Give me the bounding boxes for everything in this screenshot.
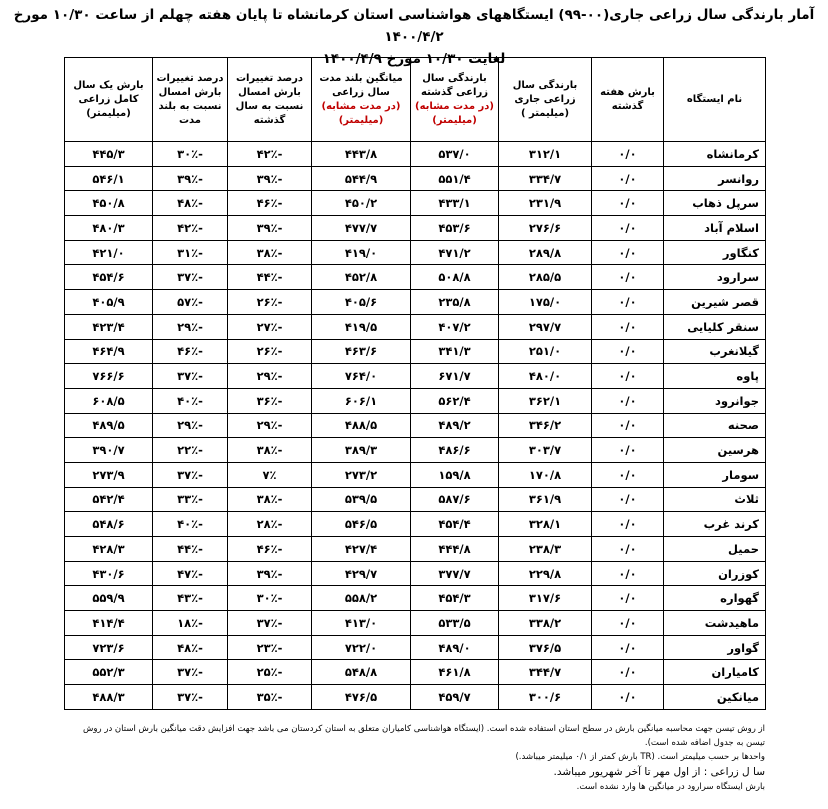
table-row bbox=[65, 462, 766, 487]
cell-longterm: ۴۵۰/۲ bbox=[312, 191, 411, 216]
table-row bbox=[65, 561, 766, 586]
cell-change-longterm: -۴۳٪ bbox=[153, 586, 228, 611]
cell-station: گواور bbox=[664, 635, 766, 660]
header-station: نام ایستگاه bbox=[664, 58, 766, 142]
cell-station: سرپل ذهاب bbox=[664, 191, 766, 216]
table-row bbox=[65, 191, 766, 216]
cell-longterm: ۷۶۴/۰ bbox=[312, 364, 411, 389]
cell-change-last-year: -۳۹٪ bbox=[228, 166, 312, 191]
cell-one-year-total: ۶۰۸/۵ bbox=[65, 388, 153, 413]
cell-longterm: ۴۱۹/۰ bbox=[312, 240, 411, 265]
cell-last-year: ۵۸۷/۶ bbox=[411, 487, 499, 512]
cell-longterm: ۷۲۲/۰ bbox=[312, 635, 411, 660]
cell-longterm: ۲۷۳/۲ bbox=[312, 462, 411, 487]
table-row bbox=[65, 142, 766, 167]
cell-one-year-total: ۳۹۰/۷ bbox=[65, 438, 153, 463]
cell-one-year-total: ۴۰۵/۹ bbox=[65, 290, 153, 315]
cell-station: گیلانغرب bbox=[664, 339, 766, 364]
cell-change-longterm: -۱۸٪ bbox=[153, 611, 228, 636]
rainfall-table bbox=[64, 57, 766, 710]
cell-current-year: ۳۷۶/۵ bbox=[499, 635, 592, 660]
header-current-year: بارندگی سال زراعی جاری (میلیمتر ) bbox=[499, 58, 592, 142]
cell-longterm: ۶۰۶/۱ bbox=[312, 388, 411, 413]
cell-change-longterm: -۳۰٪ bbox=[153, 142, 228, 167]
cell-change-last-year: -۳۸٪ bbox=[228, 438, 312, 463]
cell-last-year: ۴۳۳/۱ bbox=[411, 191, 499, 216]
cell-last-year: ۴۵۳/۶ bbox=[411, 216, 499, 241]
cell-longterm: ۴۶۳/۶ bbox=[312, 339, 411, 364]
cell-last-week: ۰/۰ bbox=[592, 240, 664, 265]
cell-last-year: ۵۳۳/۵ bbox=[411, 611, 499, 636]
cell-change-last-year: -۳۹٪ bbox=[228, 216, 312, 241]
table-row bbox=[65, 339, 766, 364]
cell-longterm: ۴۲۹/۷ bbox=[312, 561, 411, 586]
cell-last-week: ۰/۰ bbox=[592, 586, 664, 611]
cell-current-year: ۱۷۰/۸ bbox=[499, 462, 592, 487]
cell-change-longterm: -۳۱٪ bbox=[153, 240, 228, 265]
table-row bbox=[65, 487, 766, 512]
cell-change-longterm: -۳۷٪ bbox=[153, 462, 228, 487]
cell-change-last-year: -۴۶٪ bbox=[228, 191, 312, 216]
cell-current-year: ۳۲۸/۱ bbox=[499, 512, 592, 537]
cell-current-year: ۲۷۶/۶ bbox=[499, 216, 592, 241]
table-row bbox=[65, 537, 766, 562]
cell-current-year: ۳۳۸/۲ bbox=[499, 611, 592, 636]
cell-last-year: ۴۶۱/۸ bbox=[411, 660, 499, 685]
cell-change-last-year: -۲۹٪ bbox=[228, 413, 312, 438]
cell-current-year: ۱۷۵/۰ bbox=[499, 290, 592, 315]
cell-last-year: ۴۷۱/۲ bbox=[411, 240, 499, 265]
cell-current-year: ۳۳۴/۷ bbox=[499, 166, 592, 191]
cell-station: سومار bbox=[664, 462, 766, 487]
cell-longterm: ۴۰۵/۶ bbox=[312, 290, 411, 315]
cell-longterm: ۵۵۸/۲ bbox=[312, 586, 411, 611]
cell-change-last-year: -۲۳٪ bbox=[228, 635, 312, 660]
table-row bbox=[65, 216, 766, 241]
header-last-year-main: بارندگی سال زراعی گذشته bbox=[421, 72, 488, 98]
cell-last-year: ۴۵۴/۳ bbox=[411, 586, 499, 611]
table-row bbox=[65, 166, 766, 191]
note-sararood: بارش ایستگاه سرارود در میانگین ها وارد نشده است. bbox=[576, 782, 765, 792]
cell-last-week: ۰/۰ bbox=[592, 142, 664, 167]
cell-one-year-total: ۴۳۰/۶ bbox=[65, 561, 153, 586]
cell-station: کامیاران bbox=[664, 660, 766, 685]
cell-change-longterm: -۴۴٪ bbox=[153, 537, 228, 562]
cell-longterm: ۴۱۹/۵ bbox=[312, 314, 411, 339]
cell-one-year-total: ۵۴۶/۱ bbox=[65, 166, 153, 191]
cell-longterm: ۴۱۳/۰ bbox=[312, 611, 411, 636]
cell-longterm: ۴۸۸/۵ bbox=[312, 413, 411, 438]
cell-current-year: ۳۶۱/۹ bbox=[499, 487, 592, 512]
cell-one-year-total: ۴۸۸/۳ bbox=[65, 685, 153, 710]
cell-change-longterm: -۴۰٪ bbox=[153, 512, 228, 537]
cell-longterm: ۴۵۲/۸ bbox=[312, 265, 411, 290]
cell-last-year: ۵۰۸/۸ bbox=[411, 265, 499, 290]
title-line-1: آمار بارندگی سال زراعی جاری(۰۰-۹۹) ایستگاههای هواشناسی استان کرمانشاه تا پایان هفته چهلم از ساعت ۱۰/۳۰ مورخ ۱۴۰۰/۴/۲ bbox=[13, 7, 815, 45]
cell-last-week: ۰/۰ bbox=[592, 290, 664, 315]
header-last-year-period: (در مدت مشابه) bbox=[415, 100, 494, 112]
table-row bbox=[65, 240, 766, 265]
header-last-year-unit: (میلیمتر) bbox=[432, 114, 477, 126]
cell-station: ماهیدشت bbox=[664, 611, 766, 636]
cell-last-week: ۰/۰ bbox=[592, 462, 664, 487]
cell-longterm: ۴۷۷/۷ bbox=[312, 216, 411, 241]
cell-current-year: ۳۱۲/۱ bbox=[499, 142, 592, 167]
cell-last-week: ۰/۰ bbox=[592, 413, 664, 438]
title-line-2: لغایت ۱۰/۳۰ مورخ ۱۴۰۰/۴/۹ bbox=[322, 51, 506, 67]
cell-change-longterm: -۲۹٪ bbox=[153, 314, 228, 339]
cell-change-last-year: -۳۵٪ bbox=[228, 685, 312, 710]
cell-one-year-total: ۴۴۵/۳ bbox=[65, 142, 153, 167]
cell-station: کوزران bbox=[664, 561, 766, 586]
cell-last-week: ۰/۰ bbox=[592, 166, 664, 191]
cell-one-year-total: ۴۶۴/۹ bbox=[65, 339, 153, 364]
cell-last-week: ۰/۰ bbox=[592, 561, 664, 586]
header-longterm bbox=[312, 58, 411, 142]
cell-one-year-total: ۴۵۰/۸ bbox=[65, 191, 153, 216]
cell-one-year-total: ۴۱۴/۴ bbox=[65, 611, 153, 636]
cell-change-longterm: -۲۹٪ bbox=[153, 413, 228, 438]
cell-last-week: ۰/۰ bbox=[592, 339, 664, 364]
cell-station: هرسین bbox=[664, 438, 766, 463]
cell-last-week: ۰/۰ bbox=[592, 660, 664, 685]
cell-current-year: ۲۸۵/۵ bbox=[499, 265, 592, 290]
cell-last-year: ۵۳۷/۰ bbox=[411, 142, 499, 167]
cell-one-year-total: ۴۲۳/۴ bbox=[65, 314, 153, 339]
header-longterm-main: میانگین بلند مدت سال زراعی bbox=[319, 72, 403, 98]
header-last-week: بارش هفته گذشته bbox=[592, 58, 664, 142]
cell-last-week: ۰/۰ bbox=[592, 487, 664, 512]
cell-change-longterm: -۵۷٪ bbox=[153, 290, 228, 315]
cell-last-week: ۰/۰ bbox=[592, 364, 664, 389]
cell-change-longterm: -۳۷٪ bbox=[153, 685, 228, 710]
table-row bbox=[65, 265, 766, 290]
cell-last-week: ۰/۰ bbox=[592, 265, 664, 290]
cell-one-year-total: ۷۲۳/۶ bbox=[65, 635, 153, 660]
cell-change-last-year: ۷٪ bbox=[228, 462, 312, 487]
note-crop-year: سا ل زراعی : از اول مهر تا آخر شهریور میباشد. bbox=[553, 766, 765, 778]
header-longterm-period: (در مدت مشابه) bbox=[321, 100, 401, 112]
cell-last-week: ۰/۰ bbox=[592, 537, 664, 562]
cell-last-week: ۰/۰ bbox=[592, 314, 664, 339]
cell-station: جوانرود bbox=[664, 388, 766, 413]
cell-station: صحنه bbox=[664, 413, 766, 438]
header-row bbox=[65, 58, 766, 142]
cell-current-year: ۳۱۷/۶ bbox=[499, 586, 592, 611]
cell-station: ثلاث bbox=[664, 487, 766, 512]
cell-longterm: ۵۳۹/۵ bbox=[312, 487, 411, 512]
cell-longterm: ۵۴۸/۸ bbox=[312, 660, 411, 685]
table-row bbox=[65, 314, 766, 339]
cell-current-year: ۲۵۱/۰ bbox=[499, 339, 592, 364]
cell-change-longterm: -۴۸٪ bbox=[153, 635, 228, 660]
cell-station: سرارود bbox=[664, 265, 766, 290]
cell-last-year: ۲۳۵/۸ bbox=[411, 290, 499, 315]
cell-current-year: ۲۲۹/۸ bbox=[499, 561, 592, 586]
table-row bbox=[65, 413, 766, 438]
cell-current-year: ۲۹۷/۷ bbox=[499, 314, 592, 339]
cell-change-last-year: -۴۶٪ bbox=[228, 537, 312, 562]
cell-change-last-year: -۴۴٪ bbox=[228, 265, 312, 290]
cell-current-year: ۳۰۰/۶ bbox=[499, 685, 592, 710]
cell-station: کنگاور bbox=[664, 240, 766, 265]
cell-last-year: ۴۵۹/۷ bbox=[411, 685, 499, 710]
cell-change-longterm: -۳۹٪ bbox=[153, 166, 228, 191]
cell-current-year: ۳۴۴/۷ bbox=[499, 660, 592, 685]
cell-change-longterm: -۳۷٪ bbox=[153, 265, 228, 290]
cell-station: حمیل bbox=[664, 537, 766, 562]
cell-change-longterm: -۴۸٪ bbox=[153, 191, 228, 216]
cell-change-last-year: -۳۸٪ bbox=[228, 240, 312, 265]
cell-last-week: ۰/۰ bbox=[592, 635, 664, 660]
cell-change-last-year: -۲۵٪ bbox=[228, 660, 312, 685]
cell-current-year: ۳۴۶/۲ bbox=[499, 413, 592, 438]
notes bbox=[64, 722, 765, 794]
cell-station: کرند غرب bbox=[664, 512, 766, 537]
cell-last-year: ۵۶۲/۴ bbox=[411, 388, 499, 413]
cell-last-year: ۴۸۹/۰ bbox=[411, 635, 499, 660]
cell-last-year: ۳۴۱/۳ bbox=[411, 339, 499, 364]
cell-change-longterm: -۴۲٪ bbox=[153, 216, 228, 241]
cell-station: گهواره bbox=[664, 586, 766, 611]
cell-last-week: ۰/۰ bbox=[592, 512, 664, 537]
cell-last-year: ۴۸۶/۶ bbox=[411, 438, 499, 463]
cell-change-last-year: -۳۹٪ bbox=[228, 561, 312, 586]
cell-last-week: ۰/۰ bbox=[592, 216, 664, 241]
cell-one-year-total: ۲۷۳/۹ bbox=[65, 462, 153, 487]
cell-change-last-year: -۲۸٪ bbox=[228, 512, 312, 537]
cell-last-year: ۱۵۹/۸ bbox=[411, 462, 499, 487]
header-change-longterm: درصد تغییرات بارش امسال نسبت به بلند مدت bbox=[153, 58, 228, 142]
table-row bbox=[65, 611, 766, 636]
cell-one-year-total: ۵۵۹/۹ bbox=[65, 586, 153, 611]
cell-change-last-year: -۳۶٪ bbox=[228, 388, 312, 413]
cell-current-year: ۳۶۲/۱ bbox=[499, 388, 592, 413]
cell-station: پاوه bbox=[664, 364, 766, 389]
cell-change-last-year: -۴۲٪ bbox=[228, 142, 312, 167]
cell-last-year: ۴۸۹/۲ bbox=[411, 413, 499, 438]
cell-station: قصر شیرین bbox=[664, 290, 766, 315]
cell-change-longterm: -۳۳٪ bbox=[153, 487, 228, 512]
cell-longterm: ۵۴۴/۹ bbox=[312, 166, 411, 191]
cell-station: میانکین bbox=[664, 685, 766, 710]
cell-current-year: ۳۰۳/۷ bbox=[499, 438, 592, 463]
cell-one-year-total: ۴۲۱/۰ bbox=[65, 240, 153, 265]
cell-station: سنقر کلیایی bbox=[664, 314, 766, 339]
cell-change-last-year: -۲۶٪ bbox=[228, 290, 312, 315]
cell-last-week: ۰/۰ bbox=[592, 685, 664, 710]
cell-one-year-total: ۵۴۲/۴ bbox=[65, 487, 153, 512]
cell-change-longterm: -۲۲٪ bbox=[153, 438, 228, 463]
note-thiessen: از روش تیسن جهت محاسبه میانگین بارش در سطح استان استفاده شده است. (ایستگاه هواشناسی کامیاران متعلق به استان کردستان می باشد جهت افزایش دقت میانگین بارش استان در روش تیسن به جدول اضافه شده است). bbox=[83, 724, 765, 748]
cell-last-week: ۰/۰ bbox=[592, 438, 664, 463]
table-row bbox=[65, 388, 766, 413]
header-last-year bbox=[411, 58, 499, 142]
cell-one-year-total: ۷۶۶/۶ bbox=[65, 364, 153, 389]
cell-change-last-year: -۲۷٪ bbox=[228, 314, 312, 339]
cell-one-year-total: ۴۲۸/۳ bbox=[65, 537, 153, 562]
table-row bbox=[65, 364, 766, 389]
cell-last-week: ۰/۰ bbox=[592, 191, 664, 216]
cell-one-year-total: ۵۴۸/۶ bbox=[65, 512, 153, 537]
cell-longterm: ۵۴۶/۵ bbox=[312, 512, 411, 537]
table-row bbox=[65, 685, 766, 710]
cell-current-year: ۲۳۸/۳ bbox=[499, 537, 592, 562]
cell-longterm: ۴۴۳/۸ bbox=[312, 142, 411, 167]
table-row bbox=[65, 660, 766, 685]
cell-change-longterm: -۳۷٪ bbox=[153, 660, 228, 685]
table-row bbox=[65, 438, 766, 463]
cell-last-year: ۴۴۴/۸ bbox=[411, 537, 499, 562]
cell-last-year: ۶۷۱/۷ bbox=[411, 364, 499, 389]
cell-current-year: ۴۸۰/۰ bbox=[499, 364, 592, 389]
cell-change-longterm: -۴۰٪ bbox=[153, 388, 228, 413]
cell-last-week: ۰/۰ bbox=[592, 611, 664, 636]
cell-last-year: ۴۰۷/۲ bbox=[411, 314, 499, 339]
cell-longterm: ۳۸۹/۳ bbox=[312, 438, 411, 463]
cell-station: روانسر bbox=[664, 166, 766, 191]
table-row bbox=[65, 290, 766, 315]
cell-one-year-total: ۴۵۴/۶ bbox=[65, 265, 153, 290]
cell-last-year: ۵۵۱/۴ bbox=[411, 166, 499, 191]
cell-last-year: ۳۷۷/۷ bbox=[411, 561, 499, 586]
cell-change-last-year: -۳۰٪ bbox=[228, 586, 312, 611]
header-change-last-year: درصد تغییرات بارش امسال نسبت به سال گذشته bbox=[228, 58, 312, 142]
cell-change-last-year: -۲۶٪ bbox=[228, 339, 312, 364]
cell-station: اسلام آباد bbox=[664, 216, 766, 241]
cell-longterm: ۴۷۶/۵ bbox=[312, 685, 411, 710]
header-one-year-total: بارش یک سال کامل زراعی (میلیمتر) bbox=[65, 58, 153, 142]
cell-one-year-total: ۵۵۲/۳ bbox=[65, 660, 153, 685]
table-body bbox=[65, 142, 766, 710]
cell-station: کرمانشاه bbox=[664, 142, 766, 167]
cell-current-year: ۲۳۱/۹ bbox=[499, 191, 592, 216]
cell-change-last-year: -۳۸٪ bbox=[228, 487, 312, 512]
cell-change-last-year: -۳۷٪ bbox=[228, 611, 312, 636]
cell-longterm: ۴۲۷/۴ bbox=[312, 537, 411, 562]
cell-current-year: ۲۸۹/۸ bbox=[499, 240, 592, 265]
note-units: واحدها بر حسب میلیمتر است. (TR بارش کمتر از ۰/۱ میلیمتر میباشد.) bbox=[515, 752, 765, 762]
table-row bbox=[65, 635, 766, 660]
cell-change-longterm: -۳۷٪ bbox=[153, 364, 228, 389]
table-row bbox=[65, 586, 766, 611]
cell-last-week: ۰/۰ bbox=[592, 388, 664, 413]
cell-last-year: ۴۵۴/۴ bbox=[411, 512, 499, 537]
cell-change-longterm: -۴۷٪ bbox=[153, 561, 228, 586]
cell-one-year-total: ۴۸۹/۵ bbox=[65, 413, 153, 438]
cell-change-longterm: -۴۶٪ bbox=[153, 339, 228, 364]
cell-change-last-year: -۲۹٪ bbox=[228, 364, 312, 389]
cell-one-year-total: ۴۸۰/۳ bbox=[65, 216, 153, 241]
table-row bbox=[65, 512, 766, 537]
header-longterm-unit: (میلیمتر) bbox=[338, 114, 384, 126]
